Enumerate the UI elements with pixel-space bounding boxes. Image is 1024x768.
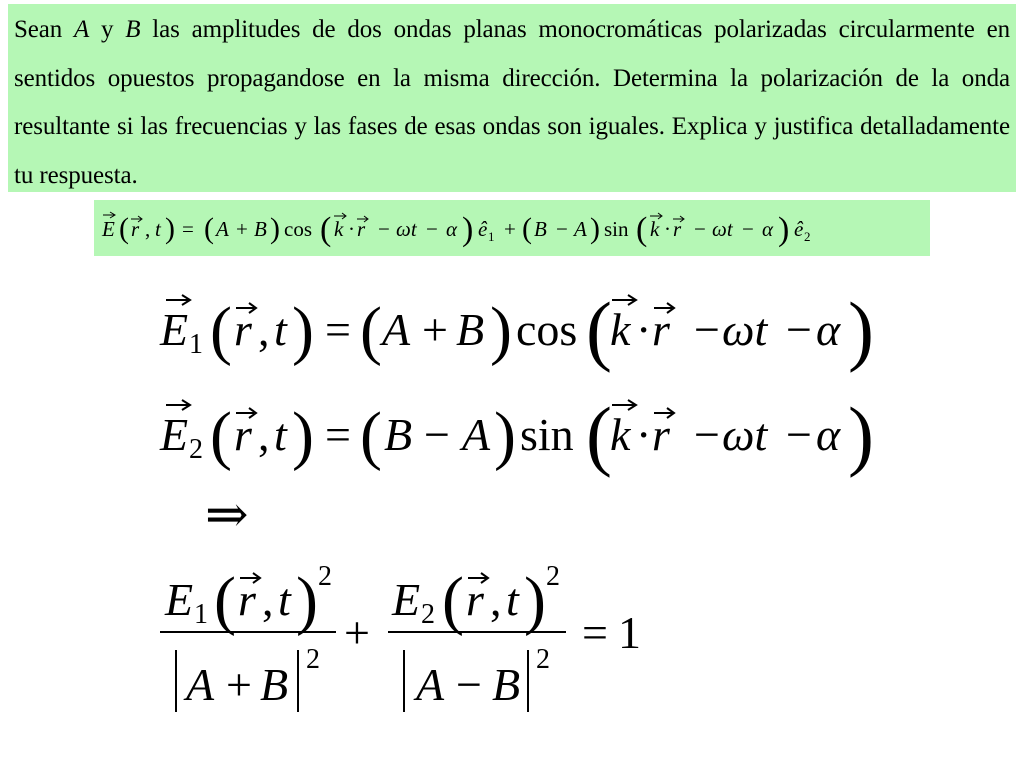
svg-text:(: ( bbox=[360, 399, 382, 472]
variable-b: B bbox=[125, 16, 141, 43]
problem-text-part: las amplitudes de dos ondas planas monocromáticas polarizadas circularmente en sentidos opuestos propagandose en la misma dirección. Determina la polarización de la onda resultante si las frecuencias y las fases de esas ondas son iguales. Explica y justifica detalladamente tu respuesta. bbox=[14, 16, 1010, 189]
svg-text:−: − bbox=[424, 409, 450, 460]
svg-text:): ) bbox=[490, 294, 512, 367]
svg-text:A: A bbox=[382, 304, 411, 355]
svg-text:ê: ê bbox=[794, 217, 804, 241]
svg-text:): ) bbox=[296, 564, 318, 637]
svg-text:−: − bbox=[694, 304, 720, 355]
frac2-e-subscript: 2 bbox=[421, 599, 435, 630]
variable-a: A bbox=[74, 16, 90, 43]
svg-text:,: , bbox=[145, 217, 151, 241]
svg-text:(: ( bbox=[586, 286, 612, 373]
svg-text:t: t bbox=[155, 217, 161, 241]
svg-text:k: k bbox=[650, 217, 660, 241]
svg-text:): ) bbox=[494, 399, 516, 472]
svg-text:A: A bbox=[574, 217, 587, 241]
svg-text:B: B bbox=[456, 304, 485, 355]
svg-text:·: · bbox=[664, 217, 671, 241]
svg-text:−: − bbox=[378, 217, 390, 241]
svg-text:(: ( bbox=[210, 399, 232, 472]
svg-text:r: r bbox=[234, 304, 252, 355]
svg-text:ωt: ωt bbox=[722, 304, 768, 355]
svg-text:B: B bbox=[534, 217, 547, 241]
svg-text:·: · bbox=[636, 304, 652, 355]
svg-text:r: r bbox=[131, 217, 140, 241]
svg-text:): ) bbox=[165, 212, 175, 245]
svg-text:+: + bbox=[504, 217, 516, 241]
problem-text-part: y bbox=[89, 16, 126, 43]
svg-text:B: B bbox=[254, 217, 267, 241]
svg-text:−: − bbox=[456, 659, 482, 710]
frac1-num-exponent: 2 bbox=[318, 561, 332, 592]
svg-text:t: t bbox=[274, 409, 287, 460]
svg-text:−: − bbox=[694, 409, 720, 460]
svg-text:,: , bbox=[258, 409, 270, 460]
svg-text:−: − bbox=[786, 304, 812, 355]
svg-text:(: ( bbox=[442, 564, 464, 637]
svg-text:): ) bbox=[848, 286, 874, 373]
svg-text:,: , bbox=[262, 574, 274, 625]
svg-text:−: − bbox=[742, 217, 754, 241]
frac2-num-exponent: 2 bbox=[546, 561, 560, 592]
svg-text:+: + bbox=[344, 607, 370, 658]
svg-text:k: k bbox=[610, 409, 631, 460]
unit-vector-sub-2: 2 bbox=[804, 229, 811, 244]
svg-text:ê: ê bbox=[478, 217, 488, 241]
svg-text:): ) bbox=[848, 391, 874, 478]
svg-text:E: E bbox=[160, 409, 189, 460]
svg-text:(: ( bbox=[586, 391, 612, 478]
svg-text:−: − bbox=[786, 409, 812, 460]
svg-text:(: ( bbox=[360, 294, 382, 367]
svg-text:α: α bbox=[446, 217, 458, 241]
e1-subscript: 1 bbox=[189, 329, 203, 360]
frac2-den-exponent: 2 bbox=[536, 644, 550, 675]
svg-text:t: t bbox=[506, 574, 519, 625]
cos-label-small: cos bbox=[284, 217, 312, 241]
svg-text:(: ( bbox=[214, 564, 236, 637]
svg-text:−: − bbox=[426, 217, 438, 241]
frac1-den-exponent: 2 bbox=[306, 644, 320, 675]
svg-text:k: k bbox=[610, 304, 631, 355]
svg-text:E: E bbox=[165, 574, 194, 625]
svg-text:r: r bbox=[234, 409, 252, 460]
problem-text-part: Sean bbox=[14, 16, 75, 43]
svg-text:B: B bbox=[260, 659, 289, 710]
svg-text:=: = bbox=[182, 217, 194, 241]
svg-text:r: r bbox=[652, 409, 670, 460]
sin-label: sin bbox=[520, 409, 574, 460]
svg-text:(: ( bbox=[320, 211, 332, 248]
svg-text:E: E bbox=[102, 217, 115, 241]
svg-text:+: + bbox=[422, 304, 448, 355]
svg-text:(: ( bbox=[522, 212, 532, 245]
svg-text:−: − bbox=[694, 217, 706, 241]
svg-text:(: ( bbox=[636, 211, 648, 248]
svg-text:E: E bbox=[392, 574, 421, 625]
svg-text:(: ( bbox=[210, 294, 232, 367]
svg-text:r: r bbox=[652, 304, 670, 355]
svg-text:α: α bbox=[816, 409, 841, 460]
svg-text:α: α bbox=[762, 217, 774, 241]
frac1-e-subscript: 1 bbox=[194, 599, 208, 630]
svg-text:A: A bbox=[186, 659, 215, 710]
svg-text:): ) bbox=[292, 399, 314, 472]
svg-text:r: r bbox=[357, 217, 366, 241]
svg-text:r: r bbox=[466, 574, 484, 625]
svg-text:=: = bbox=[582, 607, 608, 658]
svg-text:·: · bbox=[348, 217, 355, 241]
implies-arrow: ⇒ bbox=[205, 487, 249, 544]
svg-text:·: · bbox=[636, 409, 652, 460]
svg-text:A: A bbox=[216, 217, 229, 241]
svg-text:α: α bbox=[816, 304, 841, 355]
svg-text:+: + bbox=[236, 217, 248, 241]
equals-one: 1 bbox=[618, 607, 641, 658]
svg-text:): ) bbox=[270, 212, 280, 245]
svg-text:r: r bbox=[238, 574, 256, 625]
svg-text:k: k bbox=[334, 217, 344, 241]
e2-subscript: 2 bbox=[189, 434, 203, 465]
svg-text:): ) bbox=[292, 294, 314, 367]
svg-text:=: = bbox=[325, 409, 351, 460]
svg-text:E: E bbox=[160, 304, 189, 355]
svg-text:,: , bbox=[490, 574, 502, 625]
svg-text:ωt: ωt bbox=[712, 217, 733, 241]
svg-text:,: , bbox=[258, 304, 270, 355]
svg-text:): ) bbox=[462, 211, 474, 248]
svg-text:ωt: ωt bbox=[722, 409, 768, 460]
svg-text:t: t bbox=[274, 304, 287, 355]
svg-text:): ) bbox=[778, 211, 790, 248]
svg-text:): ) bbox=[590, 212, 600, 245]
svg-text:B: B bbox=[384, 409, 413, 460]
svg-text:A: A bbox=[416, 659, 445, 710]
svg-text:): ) bbox=[524, 564, 546, 637]
svg-text:=: = bbox=[325, 304, 351, 355]
svg-text:t: t bbox=[278, 574, 291, 625]
unit-vector-sub-1: 1 bbox=[488, 229, 495, 244]
svg-text:B: B bbox=[492, 659, 521, 710]
svg-text:r: r bbox=[673, 217, 682, 241]
svg-text:ωt: ωt bbox=[396, 217, 417, 241]
svg-text:A: A bbox=[462, 409, 491, 460]
svg-text:(: ( bbox=[119, 212, 129, 245]
svg-text:(: ( bbox=[204, 212, 214, 245]
sin-label-small: sin bbox=[604, 217, 629, 241]
svg-text:+: + bbox=[226, 659, 252, 710]
cos-label: cos bbox=[516, 304, 578, 355]
svg-text:−: − bbox=[556, 217, 568, 241]
